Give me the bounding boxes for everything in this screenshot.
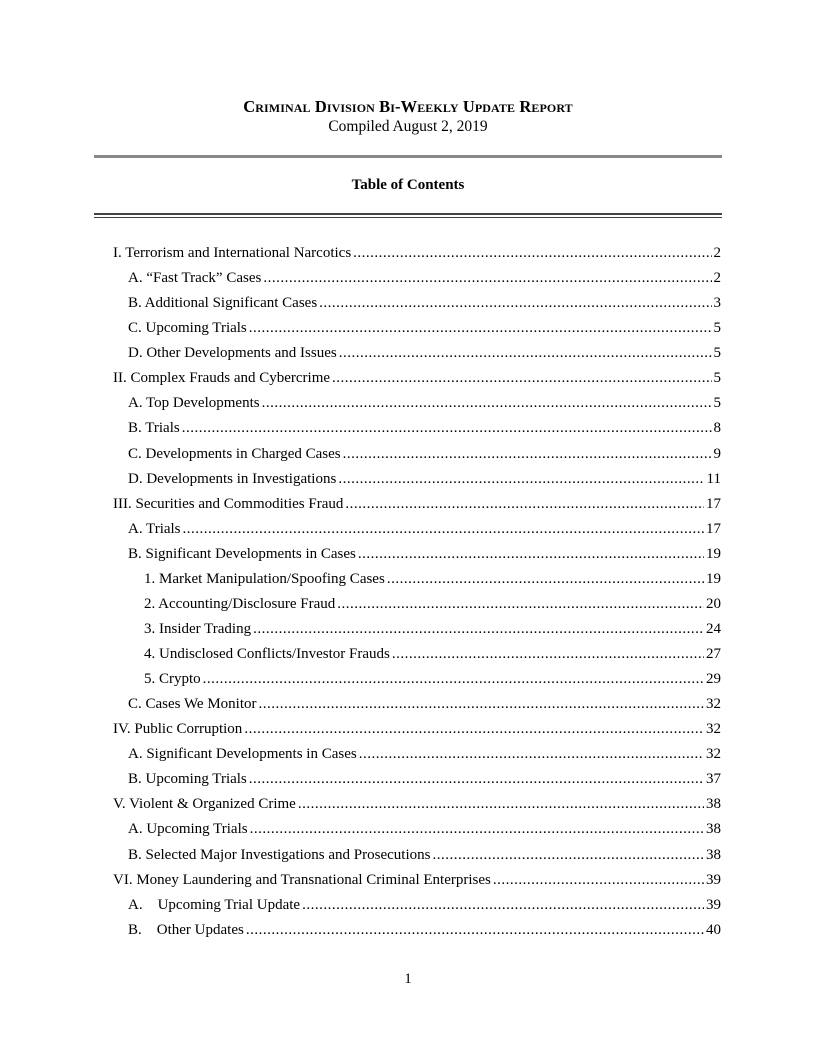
toc-entry-page: 27 <box>706 646 721 662</box>
toc-entry-page: 32 <box>706 721 721 738</box>
toc-dot-leader <box>250 817 704 842</box>
toc-dot-leader <box>353 241 711 266</box>
toc-entry-label: 2. Accounting/Disclosure Fraud <box>144 595 336 612</box>
report-compiled-date: Compiled August 2, 2019 <box>328 118 488 135</box>
toc-entry[interactable] <box>113 517 721 542</box>
toc-dot-leader <box>387 567 704 592</box>
toc-entry-label: A. Trials <box>128 520 181 537</box>
toc-entry-label: B. Selected Major Investigations and Prosecutions <box>128 846 431 863</box>
toc-entry[interactable] <box>113 542 721 567</box>
toc-entry-page: 9 <box>713 445 721 462</box>
header-divider <box>94 155 722 158</box>
toc-entry[interactable] <box>113 893 721 918</box>
toc-double-divider <box>94 213 722 218</box>
toc-entry-page: 38 <box>706 796 721 813</box>
toc-entry-page: 5 <box>713 370 721 387</box>
toc-entry-label: B. Upcoming Trials <box>128 771 247 788</box>
toc-entry-page: 5 <box>713 345 721 362</box>
report-header <box>0 96 816 136</box>
toc-entry-page: 5 <box>713 395 721 412</box>
toc-dot-leader <box>432 843 704 868</box>
toc-entry-page: 8 <box>713 420 721 437</box>
toc-entry[interactable] <box>113 467 721 492</box>
toc-dot-leader <box>343 442 712 467</box>
toc-entry-page: 32 <box>706 746 721 763</box>
toc-entry-label: C. Developments in Charged Cases <box>128 445 341 462</box>
toc-entry-page: 3 <box>713 295 721 312</box>
toc-dot-leader <box>338 467 704 492</box>
toc-entry-label: 1. Market Manipulation/Spoofing Cases <box>144 570 385 587</box>
toc-entry-page: 19 <box>706 570 721 587</box>
toc-entry[interactable] <box>113 717 721 742</box>
toc-entry[interactable] <box>113 742 721 767</box>
toc-entry-label: VI. Money Laundering and Transnational Criminal Enterprises <box>113 871 491 888</box>
toc-dot-leader <box>244 717 704 742</box>
toc-entry-label: 3. Insider Trading <box>144 620 252 637</box>
toc-entry-label: D. Other Developments and Issues <box>128 345 337 362</box>
toc-entry[interactable] <box>113 316 721 341</box>
toc-entry[interactable] <box>113 341 721 366</box>
toc-dot-leader <box>259 692 704 717</box>
toc-entry-label: B. Additional Significant Cases <box>128 295 318 312</box>
toc-dot-leader <box>339 341 712 366</box>
toc-entry-label: III. Securities and Commodities Fraud <box>113 495 344 512</box>
toc-entry[interactable] <box>113 617 721 642</box>
table-of-contents <box>113 241 721 943</box>
toc-entry-page: 32 <box>706 696 721 713</box>
toc-dot-leader <box>262 391 712 416</box>
toc-entry[interactable] <box>113 767 721 792</box>
toc-heading: Table of Contents <box>351 177 465 193</box>
toc-entry-page: 20 <box>706 595 721 612</box>
toc-entry[interactable] <box>113 416 721 441</box>
toc-entry[interactable] <box>113 918 721 943</box>
toc-dot-leader <box>203 667 704 692</box>
toc-entry[interactable] <box>113 792 721 817</box>
toc-entry-label: 5. Crypto <box>144 671 201 688</box>
toc-dot-leader <box>358 542 704 567</box>
toc-entry-label: IV. Public Corruption <box>113 721 243 738</box>
toc-entry-page: 19 <box>706 545 721 562</box>
toc-entry[interactable] <box>113 567 721 592</box>
toc-entry[interactable] <box>113 442 721 467</box>
toc-entry[interactable] <box>113 366 721 391</box>
toc-dot-leader <box>183 517 704 542</box>
toc-entry[interactable] <box>113 592 721 617</box>
toc-entry-page: 38 <box>706 846 721 863</box>
toc-dot-leader <box>332 366 711 391</box>
toc-entry-page: 17 <box>706 495 721 512</box>
toc-entry-label: B. Other Updates <box>128 921 244 938</box>
toc-dot-leader <box>359 742 704 767</box>
toc-dot-leader <box>298 792 704 817</box>
toc-dot-leader <box>253 617 704 642</box>
toc-entry[interactable] <box>113 241 721 266</box>
toc-entry-page: 29 <box>706 671 721 688</box>
toc-entry-label: C. Upcoming Trials <box>128 320 247 337</box>
toc-dot-leader <box>345 492 704 517</box>
toc-entry[interactable] <box>113 843 721 868</box>
toc-entry-page: 38 <box>706 821 721 838</box>
toc-dot-leader <box>337 592 704 617</box>
report-title: Criminal Division Bi-Weekly Update Report <box>243 97 573 116</box>
toc-entry-label: A. Upcoming Trial Update <box>128 896 301 913</box>
toc-entry[interactable] <box>113 692 721 717</box>
toc-entry-page: 17 <box>706 520 721 537</box>
toc-entry[interactable] <box>113 266 721 291</box>
toc-entry-page: 24 <box>706 620 721 637</box>
toc-entry-page: 39 <box>706 896 721 913</box>
toc-dot-leader <box>249 767 704 792</box>
toc-entry-page: 11 <box>706 470 721 487</box>
toc-entry-page: 37 <box>706 771 721 788</box>
toc-dot-leader <box>392 642 704 667</box>
toc-dot-leader <box>263 266 711 291</box>
toc-entry-label: B. Trials <box>128 420 180 437</box>
toc-entry[interactable] <box>113 817 721 842</box>
toc-dot-leader <box>246 918 704 943</box>
toc-entry[interactable] <box>113 391 721 416</box>
toc-entry-label: I. Terrorism and International Narcotics <box>113 245 352 261</box>
toc-entry[interactable] <box>113 492 721 517</box>
toc-entry-page: 40 <box>706 921 721 938</box>
toc-entry-label: V. Violent & Organized Crime <box>113 796 296 813</box>
toc-entry[interactable] <box>113 868 721 893</box>
toc-entry-label: A. Significant Developments in Cases <box>128 746 357 763</box>
toc-entry[interactable] <box>113 667 721 692</box>
toc-entry-label: C. Cases We Monitor <box>128 696 257 713</box>
toc-entry-page: 2 <box>713 270 721 287</box>
toc-dot-leader <box>249 316 712 341</box>
toc-entry-page: 5 <box>713 320 721 337</box>
toc-dot-leader <box>493 868 704 893</box>
page-number: 1 <box>404 971 412 987</box>
toc-entry-label: II. Complex Frauds and Cybercrime <box>113 370 331 387</box>
toc-entry-label: A. Upcoming Trials <box>128 821 248 838</box>
toc-entry-label: D. Developments in Investigations <box>128 470 337 487</box>
toc-entry-label: 4. Undisclosed Conflicts/Investor Frauds <box>144 646 390 662</box>
toc-dot-leader <box>302 893 704 918</box>
toc-entry-label: A. “Fast Track” Cases <box>128 270 262 287</box>
toc-entry-page: 2 <box>713 245 721 261</box>
toc-entry-label: B. Significant Developments in Cases <box>128 545 356 562</box>
toc-entry-label: A. Top Developments <box>128 395 260 412</box>
toc-entry-page: 39 <box>706 871 721 888</box>
toc-dot-leader <box>182 416 712 441</box>
toc-entry[interactable] <box>113 291 721 316</box>
toc-dot-leader <box>319 291 711 316</box>
toc-entry[interactable] <box>113 642 721 667</box>
